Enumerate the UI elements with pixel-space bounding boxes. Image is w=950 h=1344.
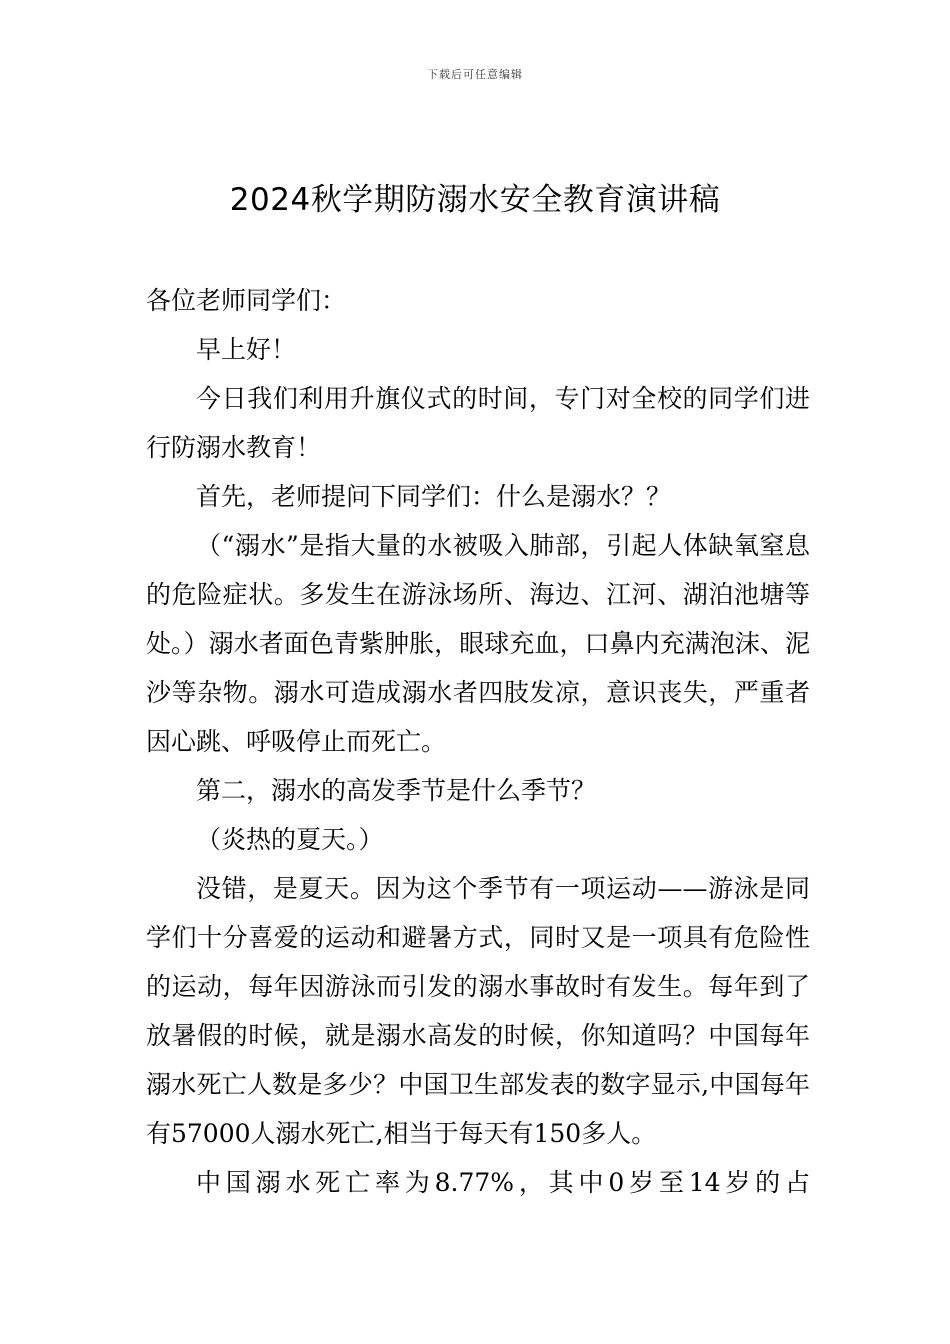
paragraph-summer: 没错，是夏天。因为这个季节有一项运动——游泳是同学们十分喜爱的运动和避暑方式，同时又是一项具有危险性的运动，每年因游泳而引发的溺水事故时有发生。每年到了放暑假的时候，就是溺水高发的时候，你知道吗？中国每年溺水死亡人数是多少？中国卫生部发表的数字显示,中国每年有57000人溺水死亡,相当于每天有150多人。 (146, 874, 810, 1148)
salutation: 各位老师同学们： (146, 286, 347, 315)
paragraph-statistics: 中国溺水死亡率为8.77%，其中0岁至14岁的占 (196, 1168, 810, 1197)
header-note: 下载后可任意编辑 (427, 68, 523, 81)
paragraph-intro: 今日我们利用升旗仪式的时间，专门对全校的同学们进行防溺水教育！ (146, 384, 810, 462)
paragraph-definition: （“溺水”是指大量的水被吸入肺部，引起人体缺氧窒息的危险症状。多发生在游泳场所、海边、江河、湖泊池塘等处。）溺水者面色青紫肿胀，眼球充血，口鼻内充满泡沫、泥沙等杂物。溺水可造成溺水者四肢发凉，意识丧失，严重者因心跳、呼吸停止而死亡。 (146, 531, 810, 756)
paragraph-question-2: 第二，溺水的高发季节是什么季节？ (196, 776, 597, 805)
paragraph-answer-2: （炎热的夏天。） (196, 825, 384, 854)
paragraph-question-1: 首先，老师提问下同学们：什么是溺水？？ (196, 482, 672, 511)
document-body (146, 276, 810, 1207)
paragraph-greeting: 早上好！ (196, 335, 297, 364)
document-title: 2024秋学期防溺水安全教育演讲稿 (229, 182, 721, 218)
